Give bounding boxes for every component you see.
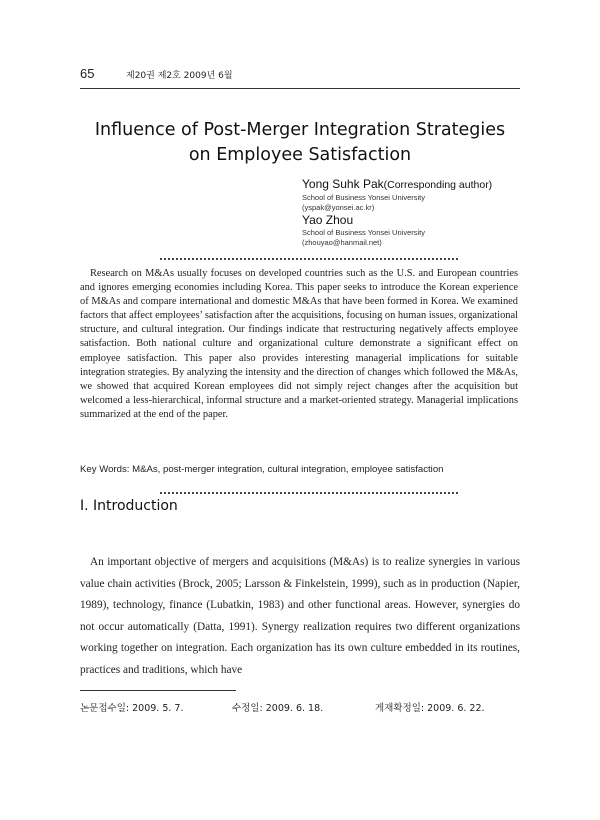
author-role: (Corresponding author) — [383, 179, 493, 191]
author-name: Yong Suhk Pak — [302, 177, 384, 191]
author-affiliation: School of Business Yonsei University — [302, 193, 425, 202]
author-block-1 — [302, 177, 492, 212]
title-line-2: on Employee Satisfaction — [188, 145, 412, 165]
author-email: (yspak@yonsei.ac.kr) — [302, 202, 375, 212]
revised-date: 수정일: 2009. 6. 18. — [232, 703, 324, 714]
author-name: Yao Zhou — [302, 213, 354, 227]
author-block-2 — [302, 213, 425, 247]
abstract: Research on M&As usually focuses on developed countries such as the U.S. and European countries and ignores emerging economies including Korea. This paper seeks to introduce the Korean experience of M&As and compare international and domestic M&As that have been formed in Korea. We examined factors that affect employees’ satisfaction after the acquisitions, focusing on human issues, organizational structure, and cultural integration. Our findings indicate that restructuring negatively affects employee satisfaction. Both national culture and organizational culture demonstrate a significant effect on employee satisfaction. This paper also provides interesting managerial implications for suitable integration strategies. By analyzing the intensity and the direction of changes which followed the M&As, we showed that acquired Korean employees did not simply reject changes after the acquisition but welcomed a less-hierarchical, informal structure and a market-oriented strategy. Managerial implications summarized at the end of the paper. — [80, 268, 519, 420]
dotted-divider-bottom — [160, 492, 458, 494]
received-date: 논문접수일: 2009. 5. 7. — [80, 703, 184, 714]
author-email: (zhouyao@hanmail.net) — [302, 237, 382, 247]
author-affiliation: School of Business Yonsei University — [302, 228, 425, 237]
dotted-divider-top — [160, 258, 458, 260]
journal-info: 제20권 제2호 2009년 6월 — [126, 71, 233, 81]
paper-title — [60, 118, 540, 168]
title-line-1: Influence of Post-Merger Integration Strategies — [94, 120, 506, 140]
section-heading: Ⅰ. Introduction — [80, 498, 178, 514]
page-number: 65 — [80, 66, 95, 81]
body-paragraph: An important objective of mergers and acquisitions (M&As) is to realize synergies in various value chain activities (Brock, 2005; Larsson & Finkelstein, 1999), such as in production (Napier, 1989), technology, finance (Lubatkin, 1983) and other functional areas. However, synergies do not occur automatically (Datta, 1991). Synergy realization requires two different organizations working together on integration. Each organization has its own culture embedded in its routines, practices and traditions, which have — [80, 556, 520, 676]
footnote-rule — [80, 690, 236, 691]
header-rule — [80, 88, 520, 89]
accepted-date: 게재확정일: 2009. 6. 22. — [375, 703, 485, 714]
keywords: Key Words: M&As, post-merger integration, cultural integration, employee satisfaction — [80, 464, 444, 475]
running-header — [80, 66, 520, 86]
